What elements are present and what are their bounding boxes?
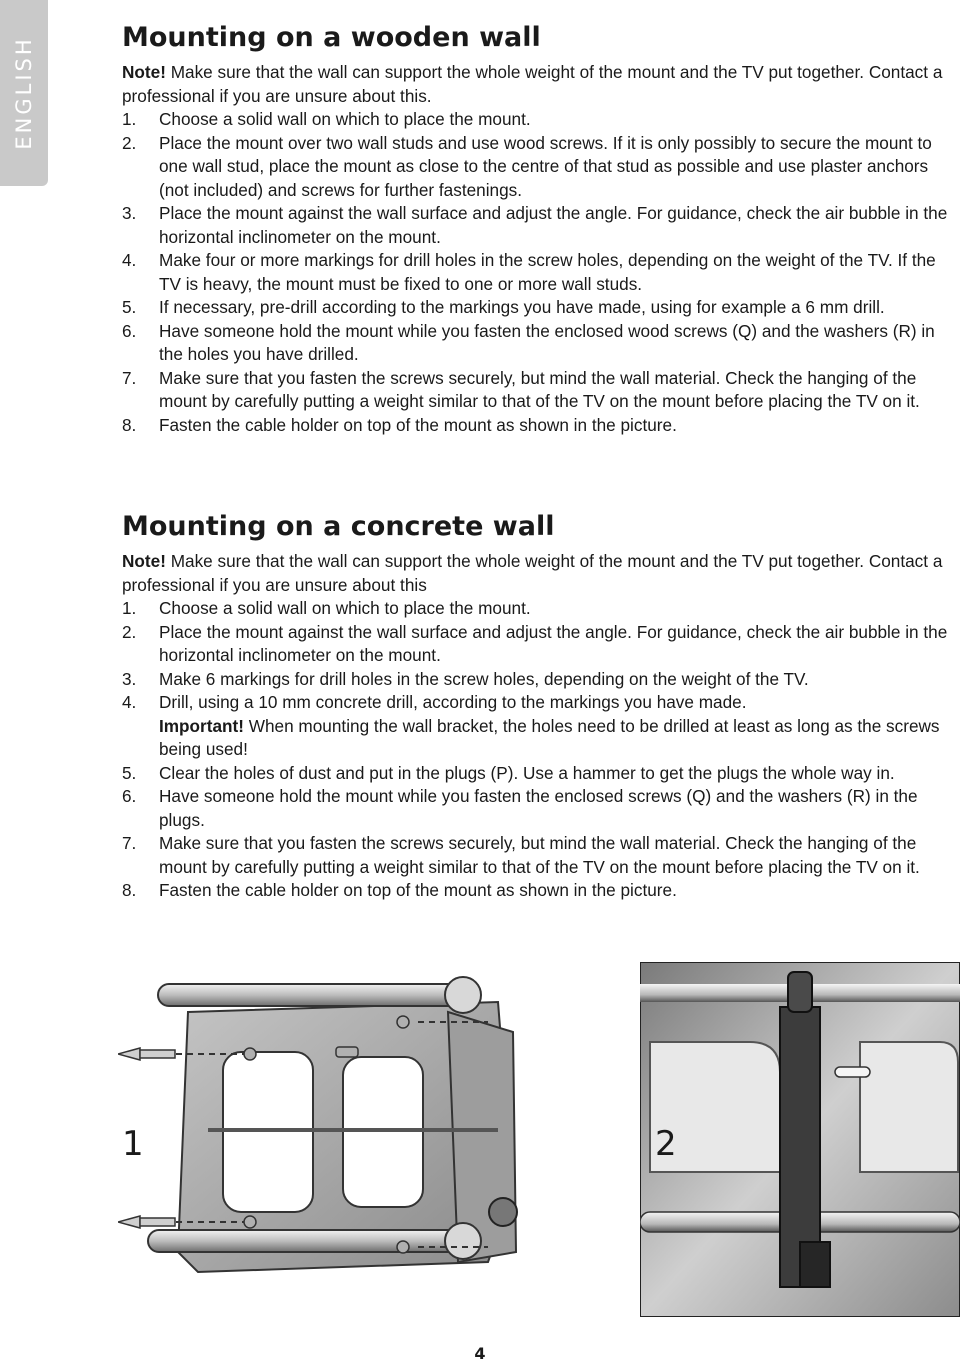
step-text: Make 6 markings for drill holes in the screw holes, depending on the weight of the TV. xyxy=(159,668,809,689)
step-text: Drill, using a 10 mm concrete drill, according to the markings you have made. xyxy=(159,692,747,712)
step-text: If necessary, pre-drill according to the markings you have made, using for example a 6 mm drill. xyxy=(159,297,885,317)
step-text: Choose a solid wall on which to place the mount. xyxy=(159,109,531,129)
step-item xyxy=(122,320,952,367)
step-item xyxy=(122,785,952,832)
figure-mount-screws xyxy=(118,962,518,1302)
step-number: 1. xyxy=(122,598,137,618)
step-text: Fasten the cable holder on top of the mount as shown in the picture. xyxy=(159,414,677,435)
important-text: When mounting the wall bracket, the holes need to be drilled at least as long as the screws being used! xyxy=(159,715,940,759)
section-concrete-wall xyxy=(122,550,952,903)
step-number: 6. xyxy=(122,786,137,806)
figure-1-label: 1 xyxy=(122,1124,144,1164)
step-item xyxy=(122,367,952,414)
step-number: 5. xyxy=(122,297,137,317)
step-text: Choose a solid wall on which to place the mount. xyxy=(159,598,531,618)
step-number: 6. xyxy=(122,320,137,341)
step-text: Make sure that you fasten the screws securely, but mind the wall material. Check the hanging of the mount by carefully putting a weight similar to that of the TV on the mount before placing the TV on it. xyxy=(159,367,920,411)
section-title-wooden-wall: Mounting on a wooden wall xyxy=(122,22,541,53)
step-text: Place the mount over two wall studs and use wood screws. If it is only possibly to secure the mount to one wall stud, place the mount as close to the centre of that stud as possible and use plaster anchors (not included) and screws for further fastenings. xyxy=(159,132,932,200)
step-item xyxy=(122,621,952,668)
steps-list-concrete-wall xyxy=(122,597,952,903)
step-number: 1. xyxy=(122,109,137,129)
note-label: Note! xyxy=(122,62,166,82)
section-title-concrete-wall: Mounting on a concrete wall xyxy=(122,511,555,542)
step-number: 3. xyxy=(122,668,137,689)
step-item xyxy=(122,414,952,438)
page-number: 4 xyxy=(474,1344,486,1363)
step-item xyxy=(122,597,952,621)
step-text: Have someone hold the mount while you fasten the enclosed wood screws (Q) and the washers (R) in the holes you have drilled. xyxy=(159,320,935,364)
note-text: Make sure that the wall can support the whole weight of the mount and the TV put together. Contact a professional if you are unsure about this xyxy=(122,551,943,595)
figure-cable-holder xyxy=(640,962,960,1317)
step-number: 7. xyxy=(122,833,137,853)
step-item xyxy=(122,202,952,249)
note-label: Note! xyxy=(122,551,166,571)
cable-holder-illustration xyxy=(640,962,960,1317)
step-item xyxy=(122,832,952,879)
step-number: 3. xyxy=(122,203,137,223)
step-item xyxy=(122,108,952,132)
step-item xyxy=(122,296,952,320)
important-label: Important! xyxy=(159,715,244,736)
step-text: Place the mount against the wall surface and adjust the angle. For guidance, check the air bubble in the horizontal inclinometer on the mount. xyxy=(159,621,948,665)
section-wooden-wall xyxy=(122,61,952,437)
note-concrete-wall xyxy=(122,550,952,597)
step-number: 2. xyxy=(122,621,137,642)
step-text: Make four or more markings for drill holes in the screw holes, depending on the weight of the TV. If the TV is heavy, the mount must be fixed to one or more wall studs. xyxy=(159,250,936,294)
steps-list-wooden-wall xyxy=(122,108,952,437)
step-text: Clear the holes of dust and put in the plugs (P). Use a hammer to get the plugs the whole way in. xyxy=(159,762,895,783)
step-number: 8. xyxy=(122,414,137,435)
step-item xyxy=(122,132,952,203)
step-number: 4. xyxy=(122,692,137,712)
step-number: 2. xyxy=(122,132,137,153)
step-item xyxy=(122,668,952,692)
note-wooden-wall xyxy=(122,61,952,108)
step-item xyxy=(122,879,952,903)
step-number: 5. xyxy=(122,762,137,783)
step-number: 4. xyxy=(122,250,137,270)
step-item xyxy=(122,249,952,296)
step-item xyxy=(122,762,952,786)
step-text: Place the mount against the wall surface and adjust the angle. For guidance, check the air bubble in the horizontal inclinometer on the mount. xyxy=(159,203,948,247)
language-tab-label: ENGLISH xyxy=(12,36,36,150)
step-number: 8. xyxy=(122,880,137,900)
figure-2-label: 2 xyxy=(655,1124,677,1164)
mount-illustration xyxy=(118,962,518,1302)
step-text: Make sure that you fasten the screws securely, but mind the wall material. Check the hanging of the mount by carefully putting a weight similar to that of the TV on the mount before placing the TV on it. xyxy=(159,833,920,877)
step-item xyxy=(122,691,952,762)
language-tab xyxy=(0,0,48,186)
step-text: Have someone hold the mount while you fasten the enclosed screws (Q) and the washers (R) in the plugs. xyxy=(159,786,918,830)
step-number: 7. xyxy=(122,367,137,388)
step-text: Fasten the cable holder on top of the mount as shown in the picture. xyxy=(159,880,677,900)
note-text: Make sure that the wall can support the whole weight of the mount and the TV put together. Contact a professional if you are unsure about this. xyxy=(122,62,943,106)
